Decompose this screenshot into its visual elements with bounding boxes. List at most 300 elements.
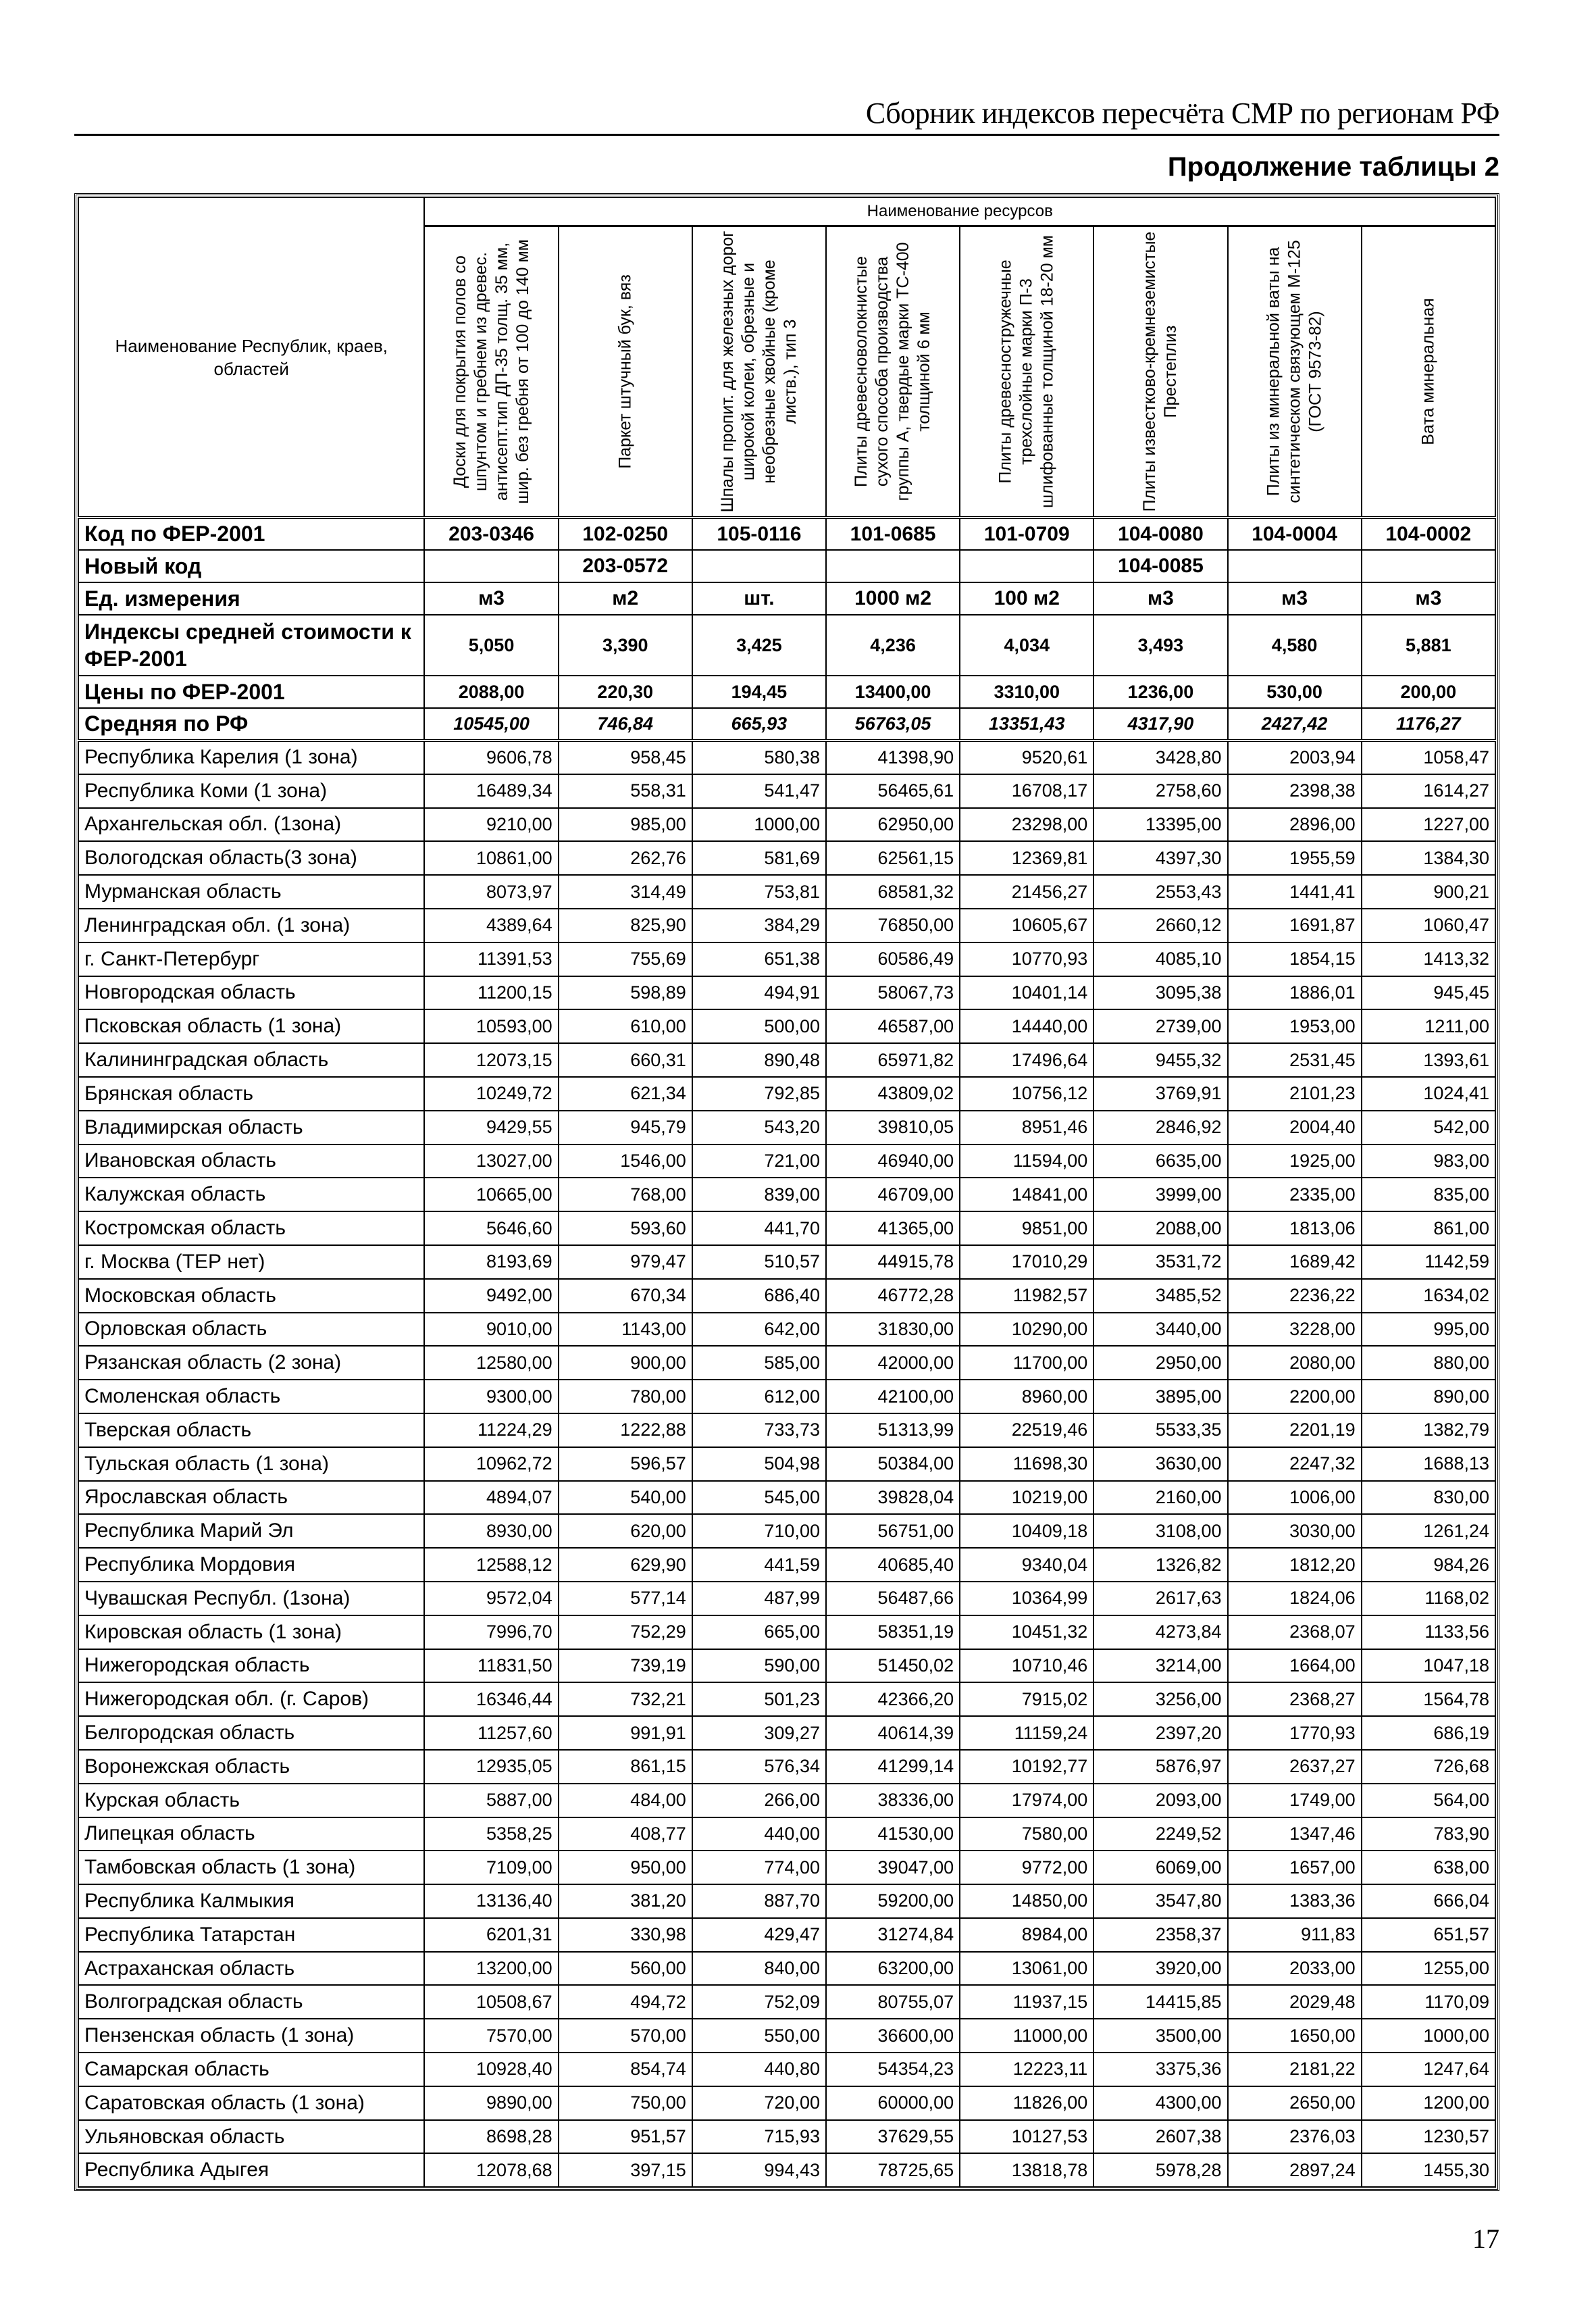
resource-header-label: Доски для покрытия полов со шпунтом и гребнем из древес. антисепт.тип ДП-35 толщ. 35 мм, шир. без гребня от 100 до 140 мм [450,238,532,504]
price-cell: 14440,00 [960,1009,1093,1043]
price-cell: 2660,12 [1093,909,1227,942]
price-cell: 3531,72 [1093,1245,1227,1279]
price-cell: 510,57 [692,1245,826,1279]
price-cell: 720,00 [692,2086,826,2120]
price-cell: 543,20 [692,1111,826,1145]
price-cell: 651,38 [692,942,826,976]
meta-cell: 2088,00 [424,676,558,708]
price-cell: 2739,00 [1093,1009,1227,1043]
region-name: Курская область [78,1784,424,1817]
region-name: Ленинградская обл. (1 зона) [78,909,424,942]
resource-header [559,226,692,518]
resource-header [1228,226,1362,518]
price-cell: 56487,66 [826,1582,960,1615]
price-cell: 753,81 [692,875,826,909]
region-name: Орловская область [78,1313,424,1347]
meta-cell: 530,00 [1228,676,1362,708]
region-name: г. Санкт-Петербург [78,942,424,976]
price-cell: 3547,80 [1093,1884,1227,1918]
table-row [78,808,1495,842]
price-cell: 500,00 [692,1009,826,1043]
price-cell: 1455,30 [1362,2153,1495,2187]
price-cell: 78725,65 [826,2153,960,2187]
price-cell: 42100,00 [826,1380,960,1413]
price-cell: 2236,22 [1228,1279,1362,1313]
price-cell: 31830,00 [826,1313,960,1347]
price-cell: 68581,32 [826,875,960,909]
meta-cell: 4317,90 [1093,708,1227,740]
price-cell: 56751,00 [826,1514,960,1548]
region-name: Саратовская область (1 зона) [78,2086,424,2120]
price-cell: 11159,24 [960,1716,1093,1750]
price-cell: 12078,68 [424,2153,558,2187]
price-cell: 59200,00 [826,1884,960,1918]
meta-rows [78,518,1495,740]
meta-row-label: Цены по ФЕР-2001 [78,676,424,708]
price-cell: 1688,13 [1362,1447,1495,1481]
region-name: Республика Адыгея [78,2153,424,2187]
price-cell: 58351,19 [826,1615,960,1649]
meta-cell [960,550,1093,582]
price-cell: 16708,17 [960,774,1093,808]
price-cell: 5978,28 [1093,2153,1227,2187]
price-cell: 2358,37 [1093,1918,1227,1952]
meta-cell: 3,493 [1093,615,1227,676]
meta-cell: 194,45 [692,676,826,708]
price-cell: 1000,00 [692,808,826,842]
region-name: Тульская область (1 зона) [78,1447,424,1481]
table-row [78,1380,1495,1413]
price-cell: 570,00 [559,2019,692,2053]
table-row [78,1985,1495,2019]
price-cell: 11224,29 [424,1413,558,1447]
resource-header-label: Вата минеральная [1418,297,1438,445]
price-cell: 1955,59 [1228,841,1362,875]
price-cell: 9455,32 [1093,1043,1227,1077]
meta-cell: 2427,42 [1228,708,1362,740]
meta-cell: шт. [692,582,826,615]
price-cell: 1060,47 [1362,909,1495,942]
price-cell: 50384,00 [826,1447,960,1481]
price-cell: 6069,00 [1093,1851,1227,1884]
price-cell: 2249,52 [1093,1817,1227,1851]
price-cell: 11594,00 [960,1145,1093,1178]
price-cell: 62561,15 [826,841,960,875]
price-cell: 13136,40 [424,1884,558,1918]
resource-header [424,226,558,518]
price-cell: 629,90 [559,1548,692,1582]
price-cell: 951,57 [559,2120,692,2154]
price-cell: 3030,00 [1228,1514,1362,1548]
resource-header-label: Шпалы пропит. для железных дорог широкой колеи, обрезные и необрезные хвойные (кроме листв.), тип 3 [717,230,800,513]
region-name: Новгородская область [78,976,424,1010]
price-cell: 1749,00 [1228,1784,1362,1817]
region-name: Владимирская область [78,1111,424,1145]
price-cell: 2397,20 [1093,1716,1227,1750]
price-cell: 5876,97 [1093,1750,1227,1784]
price-cell: 1230,57 [1362,2120,1495,2154]
price-cell: 384,29 [692,909,826,942]
price-cell: 2376,03 [1228,2120,1362,2154]
price-cell: 5533,35 [1093,1413,1227,1447]
price-cell: 2004,40 [1228,1111,1362,1145]
table-row [78,2153,1495,2187]
price-cell: 581,69 [692,841,826,875]
price-cell: 10756,12 [960,1077,1093,1111]
price-cell: 792,85 [692,1077,826,1111]
price-cell: 42366,20 [826,1682,960,1716]
price-cell: 911,83 [1228,1918,1362,1952]
price-cell: 46709,00 [826,1178,960,1211]
table-row [78,1682,1495,1716]
price-cell: 10605,67 [960,909,1093,942]
price-cell: 3999,00 [1093,1178,1227,1211]
price-cell: 2003,94 [1228,740,1362,774]
price-cell: 991,91 [559,1716,692,1750]
price-cell: 752,09 [692,1985,826,2019]
price-cell: 58067,73 [826,976,960,1010]
price-cell: 2101,23 [1228,1077,1362,1111]
meta-cell [826,550,960,582]
meta-cell: м2 [559,582,692,615]
price-cell: 1689,42 [1228,1245,1362,1279]
price-cell: 576,34 [692,1750,826,1784]
table-row [78,2086,1495,2120]
price-cell: 8930,00 [424,1514,558,1548]
price-cell: 12073,15 [424,1043,558,1077]
price-cell: 651,57 [1362,1918,1495,1952]
price-cell: 9300,00 [424,1380,558,1413]
price-cell: 958,45 [559,740,692,774]
price-cell: 16346,44 [424,1682,558,1716]
table-row [78,1952,1495,1986]
price-cell: 60586,49 [826,942,960,976]
price-cell: 12580,00 [424,1346,558,1380]
price-cell: 2758,60 [1093,774,1227,808]
price-cell: 1326,82 [1093,1548,1227,1582]
price-cell: 2200,00 [1228,1380,1362,1413]
price-cell: 441,59 [692,1548,826,1582]
price-cell: 1953,00 [1228,1009,1362,1043]
price-cell: 3769,91 [1093,1077,1227,1111]
price-cell: 1382,79 [1362,1413,1495,1447]
price-cell: 710,00 [692,1514,826,1548]
price-cell: 12588,12 [424,1548,558,1582]
meta-row [78,582,1495,615]
price-cell: 5358,25 [424,1817,558,1851]
price-cell: 670,34 [559,1279,692,1313]
meta-cell: 5,881 [1362,615,1495,676]
table-row [78,1145,1495,1178]
table-row [78,1111,1495,1145]
price-cell: 21456,27 [960,875,1093,909]
price-cell: 60000,00 [826,2086,960,2120]
table-row [78,942,1495,976]
meta-cell: 3310,00 [960,676,1093,708]
table-row [78,1582,1495,1615]
table-row [78,1245,1495,1279]
price-cell: 1812,20 [1228,1548,1362,1582]
resource-header [960,226,1093,518]
price-cell: 1614,27 [1362,774,1495,808]
price-cell: 9772,00 [960,1851,1093,1884]
price-cell: 408,77 [559,1817,692,1851]
price-cell: 5887,00 [424,1784,558,1817]
price-cell: 10861,00 [424,841,558,875]
table-row [78,1884,1495,1918]
region-name: г. Москва (ТЕР нет) [78,1245,424,1279]
price-cell: 12935,05 [424,1750,558,1784]
price-cell: 12223,11 [960,2053,1093,2086]
meta-cell: м3 [1093,582,1227,615]
region-name: Республика Карелия (1 зона) [78,740,424,774]
price-cell: 7915,02 [960,1682,1093,1716]
meta-cell: 104-0004 [1228,518,1362,550]
table-row [78,875,1495,909]
region-name: Калининградская область [78,1043,424,1077]
table-row [78,1817,1495,1851]
price-cell: 11831,50 [424,1649,558,1683]
price-cell: 2160,00 [1093,1481,1227,1515]
price-cell: 1058,47 [1362,740,1495,774]
price-cell: 732,21 [559,1682,692,1716]
price-cell: 11698,30 [960,1447,1093,1481]
price-cell: 3108,00 [1093,1514,1227,1548]
price-cell: 10219,00 [960,1481,1093,1515]
meta-cell: 4,580 [1228,615,1362,676]
price-cell: 17496,64 [960,1043,1093,1077]
resource-header [1093,226,1227,518]
price-cell: 46587,00 [826,1009,960,1043]
price-cell: 41530,00 [826,1817,960,1851]
table-row [78,774,1495,808]
price-cell: 10364,99 [960,1582,1093,1615]
price-cell: 3428,80 [1093,740,1227,774]
price-cell: 8960,00 [960,1380,1093,1413]
price-cell: 262,76 [559,841,692,875]
price-cell: 830,00 [1362,1481,1495,1515]
price-cell: 41398,90 [826,740,960,774]
price-cell: 2080,00 [1228,1346,1362,1380]
price-cell: 9010,00 [424,1313,558,1347]
meta-cell: м3 [1362,582,1495,615]
meta-cell: 3,425 [692,615,826,676]
price-cell: 7570,00 [424,2019,558,2053]
region-name: Нижегородская область [78,1649,424,1683]
price-cell: 9606,78 [424,740,558,774]
price-cell: 1854,15 [1228,942,1362,976]
meta-row [78,708,1495,740]
price-cell: 9890,00 [424,2086,558,2120]
meta-cell: 101-0709 [960,518,1093,550]
price-cell: 1211,00 [1362,1009,1495,1043]
price-cell: 10451,32 [960,1615,1093,1649]
table-row [78,1279,1495,1313]
price-cell: 768,00 [559,1178,692,1211]
table-row [78,1548,1495,1582]
price-cell: 542,00 [1362,1111,1495,1145]
price-cell: 2650,00 [1228,2086,1362,2120]
price-cell: 774,00 [692,1851,826,1884]
price-cell: 2335,00 [1228,1178,1362,1211]
price-cell: 715,93 [692,2120,826,2154]
price-cell: 945,79 [559,1111,692,1145]
price-cell: 40685,40 [826,1548,960,1582]
price-cell: 887,70 [692,1884,826,1918]
price-cell: 890,48 [692,1043,826,1077]
price-cell: 10249,72 [424,1077,558,1111]
price-cell: 545,00 [692,1481,826,1515]
region-name: Чувашская Республ. (1зона) [78,1582,424,1615]
table-row [78,1649,1495,1683]
price-cell: 8073,97 [424,875,558,909]
table-row [78,1750,1495,1784]
meta-cell: 10545,00 [424,708,558,740]
price-cell: 2201,19 [1228,1413,1362,1447]
price-cell: 780,00 [559,1380,692,1413]
table-row [78,2019,1495,2053]
price-cell: 1168,02 [1362,1582,1495,1615]
price-cell: 39047,00 [826,1851,960,1884]
price-cell: 945,45 [1362,976,1495,1010]
meta-row-label: Средняя по РФ [78,708,424,740]
price-cell: 494,91 [692,976,826,1010]
price-cell: 3214,00 [1093,1649,1227,1683]
table-caption: Продолжение таблицы 2 [1167,152,1499,182]
meta-row-label: Ед. измерения [78,582,424,615]
resource-header-label: Плиты известково-кремнеземистые Престеплиз [1140,231,1181,512]
price-cell: 1650,00 [1228,2019,1362,2053]
price-cell: 11700,00 [960,1346,1093,1380]
price-cell: 900,00 [559,1346,692,1380]
price-cell: 12369,81 [960,841,1093,875]
table-row [78,1918,1495,1952]
meta-cell: 100 м2 [960,582,1093,615]
price-cell: 2088,00 [1093,1211,1227,1245]
price-cell: 8193,69 [424,1245,558,1279]
price-cell: 16489,34 [424,774,558,808]
price-cell: 397,15 [559,2153,692,2187]
price-cell: 3920,00 [1093,1952,1227,1986]
region-name: Смоленская область [78,1380,424,1413]
price-cell: 721,00 [692,1145,826,1178]
price-cell: 755,69 [559,942,692,976]
price-cell: 14415,85 [1093,1985,1227,2019]
meta-cell [1228,550,1362,582]
price-cell: 1925,00 [1228,1145,1362,1178]
meta-row [78,518,1495,550]
region-name: Калужская область [78,1178,424,1211]
price-cell: 1691,87 [1228,909,1362,942]
region-name: Вологодская область(3 зона) [78,841,424,875]
price-cell: 44915,78 [826,1245,960,1279]
price-cell: 11826,00 [960,2086,1093,2120]
price-cell: 41299,14 [826,1750,960,1784]
meta-cell: 104-0085 [1093,550,1227,582]
region-name: Тверская область [78,1413,424,1447]
price-cell: 41365,00 [826,1211,960,1245]
price-cell: 750,00 [559,2086,692,2120]
price-cell: 429,47 [692,1918,826,1952]
price-cell: 1824,06 [1228,1582,1362,1615]
price-cell: 10710,46 [960,1649,1093,1683]
table-row [78,1211,1495,1245]
price-cell: 2553,43 [1093,875,1227,909]
price-cell: 3440,00 [1093,1313,1227,1347]
price-cell: 13027,00 [424,1145,558,1178]
region-name: Республика Мордовия [78,1548,424,1582]
region-name: Белгородская область [78,1716,424,1750]
price-cell: 11937,15 [960,1985,1093,2019]
table-row [78,2120,1495,2154]
price-cell: 39828,04 [826,1481,960,1515]
price-cell: 10593,00 [424,1009,558,1043]
price-cell: 13061,00 [960,1952,1093,1986]
price-cell: 11391,53 [424,942,558,976]
region-name: Республика Марий Эл [78,1514,424,1548]
price-cell: 7109,00 [424,1851,558,1884]
price-cell: 1393,61 [1362,1043,1495,1077]
price-cell: 9520,61 [960,740,1093,774]
price-cell: 43809,02 [826,1077,960,1111]
price-cell: 40614,39 [826,1716,960,1750]
price-cell: 309,27 [692,1716,826,1750]
meta-cell: 4,236 [826,615,960,676]
price-cell: 840,00 [692,1952,826,1986]
meta-cell: 203-0346 [424,518,558,550]
table-row [78,740,1495,774]
region-name: Самарская область [78,2053,424,2086]
region-name: Республика Татарстан [78,1918,424,1952]
price-cell: 39810,05 [826,1111,960,1145]
price-cell: 23298,00 [960,808,1093,842]
table-row [78,1346,1495,1380]
price-cell: 80755,07 [826,1985,960,2019]
price-cell: 381,20 [559,1884,692,1918]
price-cell: 2033,00 [1228,1952,1362,1986]
region-name: Ивановская область [78,1145,424,1178]
price-cell: 10409,18 [960,1514,1093,1548]
price-cell: 504,98 [692,1447,826,1481]
price-cell: 4273,84 [1093,1615,1227,1649]
resource-header [692,226,826,518]
table-row [78,909,1495,942]
price-cell: 752,29 [559,1615,692,1649]
price-cell: 3375,36 [1093,2053,1227,2086]
price-cell: 13395,00 [1093,808,1227,842]
price-cell: 22519,46 [960,1413,1093,1447]
price-cell: 610,00 [559,1009,692,1043]
price-cell: 440,00 [692,1817,826,1851]
price-cell: 11982,57 [960,1279,1093,1313]
price-cell: 550,00 [692,2019,826,2053]
price-cell: 854,74 [559,2053,692,2086]
price-cell: 6635,00 [1093,1145,1227,1178]
table-row [78,976,1495,1010]
price-cell: 2637,27 [1228,1750,1362,1784]
price-cell: 985,00 [559,808,692,842]
price-cell: 31274,84 [826,1918,960,1952]
region-name: Московская область [78,1279,424,1313]
table-row [78,1615,1495,1649]
meta-cell: 3,390 [559,615,692,676]
price-cell: 1634,02 [1362,1279,1495,1313]
price-cell: 1261,24 [1362,1514,1495,1548]
table-row [78,1043,1495,1077]
region-name: Ульяновская область [78,2120,424,2154]
price-cell: 4085,10 [1093,942,1227,976]
price-cell: 3095,38 [1093,976,1227,1010]
